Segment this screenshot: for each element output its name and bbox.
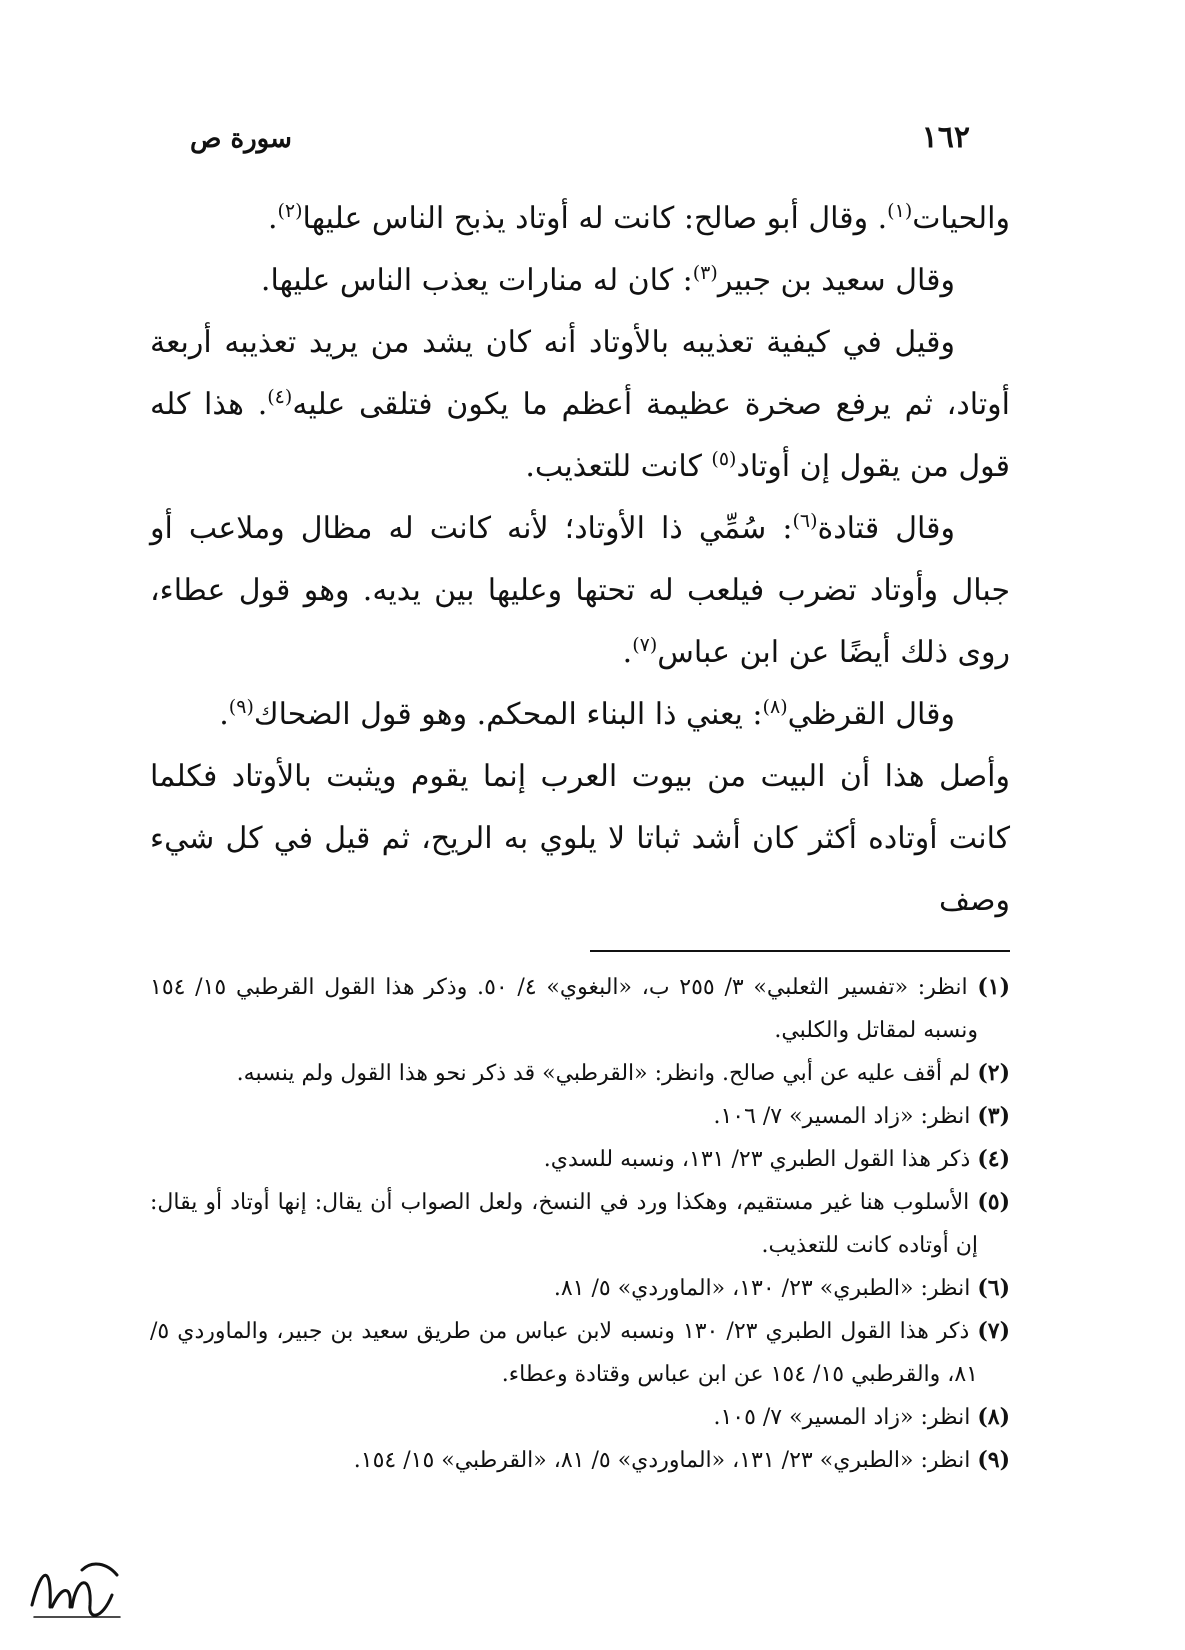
text-run: . وقال أبو صالح: كانت له أوتاد يذبح الناس عليها [302,201,888,236]
text-run: : كان له منارات يعذب الناس عليها. [260,263,693,298]
page-header [150,120,1010,180]
footnote-reference: (٧) [632,634,658,656]
text-run: وقال سعيد بن جبير [717,263,955,298]
text-run: كانت للتعذيب. [525,449,712,484]
text-run: . هذا كله قول من يقول إن أوتاد [150,387,1010,484]
publisher-logo-stamp [22,1545,132,1635]
footnote [150,966,1010,1052]
footnote-text: انظر: «زاد المسير» ٧/ ١٠٥. [713,1405,978,1430]
footnote-number: (٤) [977,1146,1010,1172]
footnote [150,1396,1010,1439]
text-run: . [622,635,633,670]
body-paragraph [150,746,1010,932]
text-run: : يعني ذا البناء المحكم. وهو قول الضحاك [253,697,763,732]
footnote-text: ذكر هذا القول الطبري ٢٣/ ١٣٠ ونسبه لابن عباس من طريق سعيد بن جبير، والماوردي ٥/ ٨١، والقرطبي ١٥/ ١٥٤ عن ابن عباس وقتادة وعطاء. [150,1319,978,1387]
body-paragraph [150,312,1010,498]
text-run: : سُمِّي ذا الأوتاد؛ لأنه كانت له مظال وملاعب أو جبال وأوتاد تضرب فيلعب له تحتها وعليها بين يديه. وهو قول عطاء، روى ذلك أيضًا عن ابن عباس [150,511,1010,670]
footnote-number: (٧) [977,1318,1011,1344]
footnote-reference: (٢) [277,200,303,222]
text-run: وقيل في كيفية تعذيبه بالأوتاد أنه كان يشد من يريد تعذيبه أربعة أوتاد، ثم يرفع صخرة عظيمة أعظم ما يكون فتلقى عليه [150,325,1011,422]
footnote-text: ذكر هذا القول الطبري ٢٣/ ١٣١، ونسبه للسدي. [543,1147,978,1172]
footnotes [150,966,1010,1482]
footnote-number: (٨) [977,1404,1010,1430]
text-run: . [267,201,278,236]
footnote-reference: (٥) [711,448,737,470]
footnote [150,1439,1010,1482]
footnote-separator [590,950,1010,952]
footnote [150,1095,1010,1138]
footnote-number: (٩) [977,1447,1010,1473]
footnote-reference: (٨) [762,696,788,718]
footnote-text: انظر: «تفسير الثعلبي» ٣/ ٢٥٥ ب، «البغوي» ٤/ ٥٠. وذكر هذا القول القرطبي ١٥/ ١٥٤ ونسبه لمقاتل والكلبي. [150,975,978,1043]
text-run: وأصل هذا أن البيت من بيوت العرب إنما يقوم ويثبت بالأوتاد فكلما كانت أوتاده أكثر كان أشد ثباتا لا يلوي به الريح، ثم قيل في كل شيء وصف [150,759,1010,918]
footnote-text: لم أقف عليه عن أبي صالح. وانظر: «القرطبي» قد ذكر نحو هذا القول ولم ينسبه. [236,1061,978,1086]
footnote-text: انظر: «الطبري» ٢٣/ ١٣١، «الماوردي» ٥/ ٨١، «القرطبي» ١٥/ ١٥٤. [353,1448,978,1473]
footnote-reference: (٦) [792,510,818,532]
footnote-text: الأسلوب هنا غير مستقيم، وهكذا ورد في النسخ، ولعل الصواب أن يقال: إنها أوتاد أو يقال: إن أوتاده كانت للتعذيب. [150,1190,978,1258]
footnote-reference: (٣) [692,262,718,284]
footnote-number: (٥) [977,1189,1010,1215]
footnote [150,1052,1010,1095]
footnote-number: (٢) [977,1060,1010,1086]
running-title: سورة ص [190,124,292,154]
footnote-text: انظر: «الطبري» ٢٣/ ١٣٠، «الماوردي» ٥/ ٨١. [553,1276,978,1301]
text-run: وقال القرظي [787,697,955,732]
body-paragraph [150,188,1010,250]
main-text [150,188,1010,932]
page-number: ١٦٢ [921,120,970,155]
body-paragraph [150,250,1010,312]
body-paragraph [150,684,1010,746]
text-run: والحيات [912,201,1010,236]
book-page [150,120,1010,1482]
footnote-number: (١) [977,974,1011,1000]
footnote-text: انظر: «زاد المسير» ٧/ ١٠٦. [713,1104,978,1129]
footnote [150,1138,1010,1181]
body-paragraph [150,498,1010,684]
footnote-reference: (٩) [228,696,254,718]
footnote [150,1267,1010,1310]
footnote-reference: (١) [887,200,913,222]
footnote-number: (٣) [977,1103,1010,1129]
footnote-number: (٦) [977,1275,1010,1301]
footnote [150,1181,1010,1267]
text-run: وقال قتادة [817,511,955,546]
footnote [150,1310,1010,1396]
text-run: . [219,697,229,732]
footnote-reference: (٤) [267,386,293,408]
